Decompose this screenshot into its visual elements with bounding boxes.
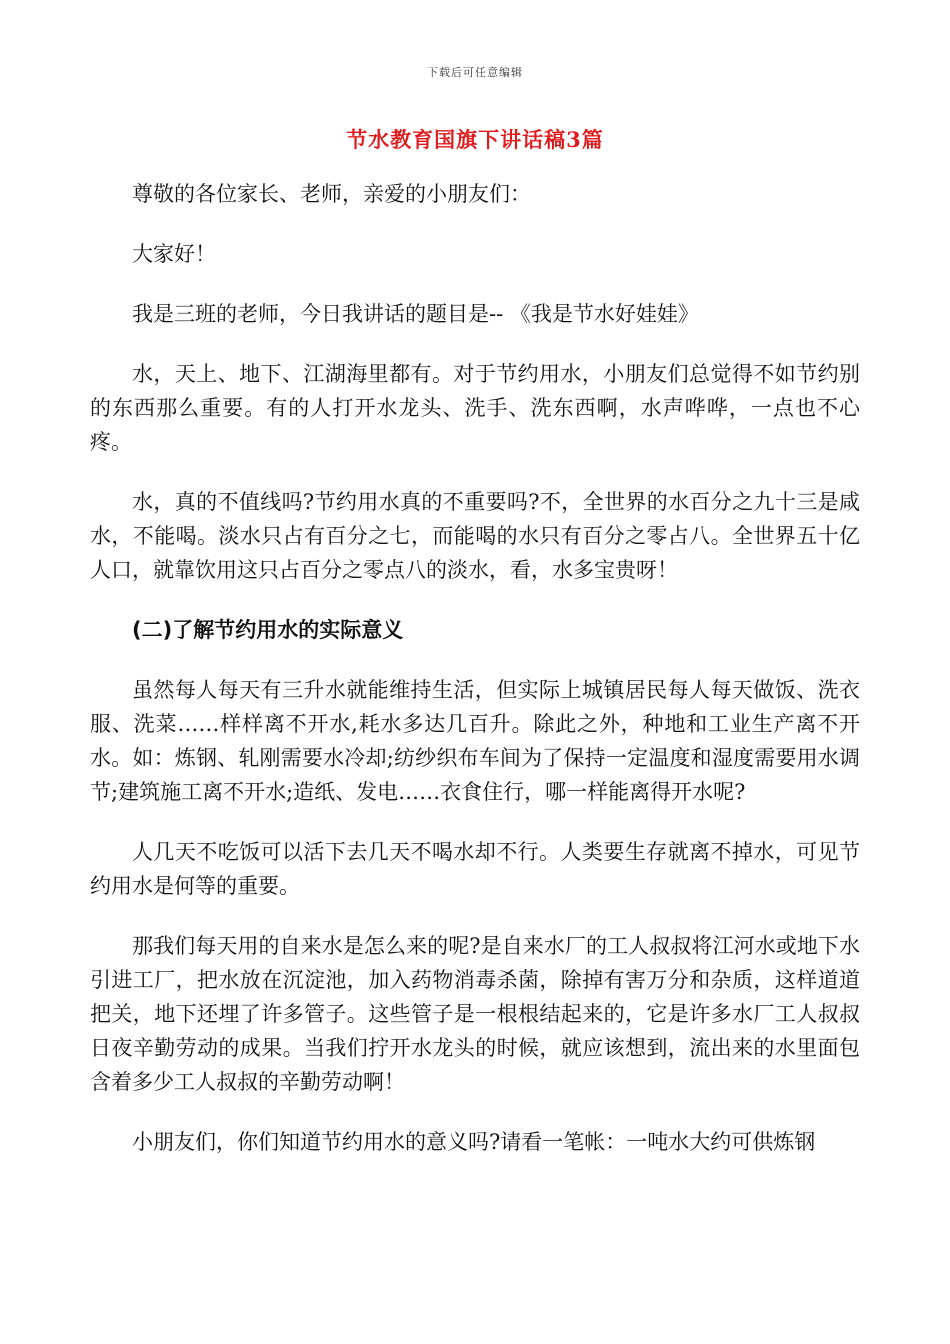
body-paragraph: 那我们每天用的自来水是怎么来的呢?是自来水厂的工人叔叔将江河水或地下水引进工厂，把水放在沉淀池，加入药物消毒杀菌，除掉有害万分和杂质，这样道道把关，地下还埋了许多管子。这些管子是一根根结起来的，它是许多水厂工人叔叔日夜辛勤劳动的成果。当我们拧开水龙头的时候，就应该想到，流出来的水里面包含着多少工人叔叔的辛勤劳动啊！ [90,934,860,1094]
greeting-paragraph: 大家好！ [132,242,216,266]
salutation-paragraph: 尊敬的各位家长、老师，亲爱的小朋友们： [132,182,531,206]
document-title: 节水教育国旗下讲话稿3篇 [346,127,604,152]
speech-topic-paragraph: 我是三班的老师，今日我讲话的题目是-- 《我是节水好娃娃》 [132,302,699,326]
body-paragraph: 水，真的不值线吗?节约用水真的不重要吗?不，全世界的水百分之九十三是咸水，不能喝。淡水只占有百分之七，而能喝的水只有百分之零占八。全世界五十亿人口，就靠饮用这只占百分之零点八的淡水，看，水多宝贵呀！ [90,490,860,582]
body-paragraph: 虽然每人每天有三升水就能维持生活，但实际上城镇居民每人每天做饭、洗衣服、洗菜……样样离不开水,耗水多达几百升。除此之外，种地和工业生产离不开水。如：炼钢、轧刚需要水冷却;纺纱织布车间为了保持一定温度和湿度需要用水调节;建筑施工离不开水;造纸、发电……衣食住行，哪一样能离得开水呢? [90,678,860,804]
section-heading: (二)了解节约用水的实际意义 [132,618,404,642]
body-paragraph: 水，天上、地下、江湖海里都有。对于节约用水，小朋友们总觉得不如节约别的东西那么重要。有的人打开水龙头、洗手、洗东西啊，水声哗哗，一点也不心疼。 [90,362,860,454]
body-paragraph: 人几天不吃饭可以活下去几天不喝水却不行。人类要生存就离不掉水，可见节约用水是何等的重要。 [90,840,860,898]
body-paragraph: 小朋友们，你们知道节约用水的意义吗?请看一笔帐：一吨水大约可供炼钢 [132,1130,816,1154]
download-note: 下载后可任意编辑 [427,66,523,79]
document-body [90,177,860,1185]
